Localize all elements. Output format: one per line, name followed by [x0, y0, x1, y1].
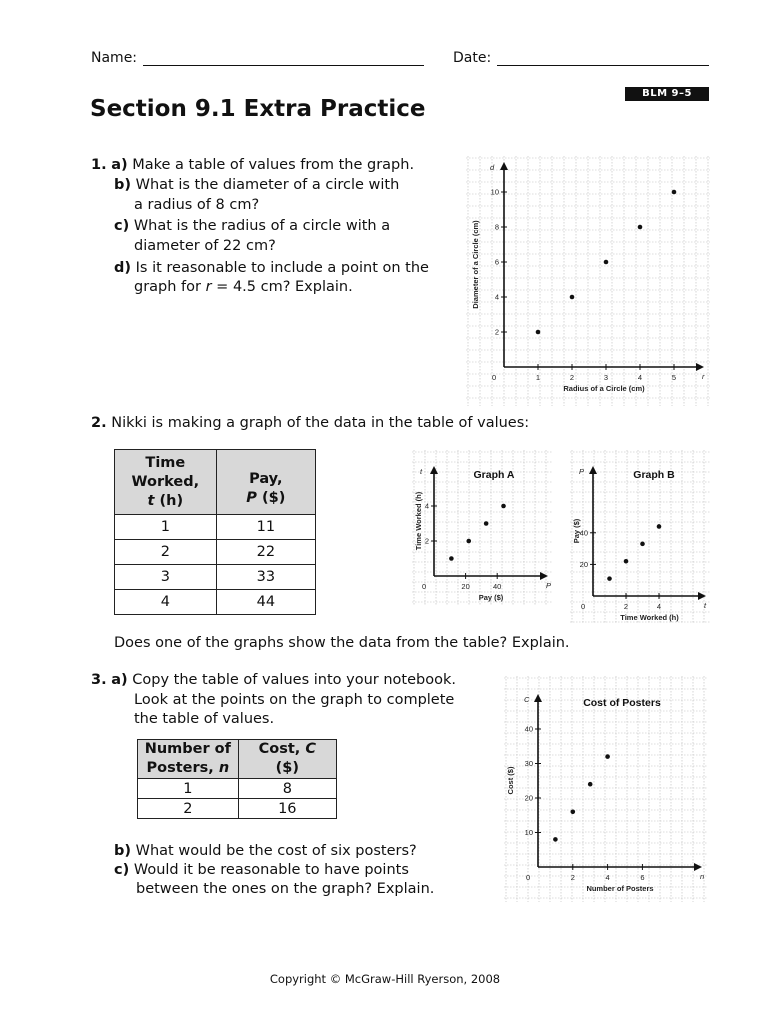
table-cell: 3 — [115, 565, 217, 590]
table-cell: 8 — [238, 779, 336, 799]
q2-text: Nikki is making a graph of the data in the table of values: — [111, 415, 530, 431]
table-row — [138, 799, 337, 819]
y-axis-arrow-icon — [500, 162, 508, 170]
q1-a-label: a) — [111, 157, 128, 173]
x-tick-label: 4 — [656, 602, 662, 611]
date-line[interactable] — [497, 65, 709, 66]
q3-col-cost-var: C — [305, 741, 316, 757]
chart-diameter-vs-radius — [466, 156, 710, 406]
x-axis-arrow-icon — [698, 592, 706, 600]
x-axis-arrow-icon — [696, 363, 704, 371]
q1-b-text-1: What is the diameter of a circle with — [135, 177, 400, 193]
q2-number: 2. — [91, 415, 107, 431]
date-label: Date: — [453, 50, 492, 66]
q3-col-posters-var: n — [218, 760, 230, 776]
q2-col-pay-l2 — [217, 489, 315, 508]
x-axis-arrow-icon — [540, 572, 548, 580]
data-point — [657, 524, 662, 529]
q1-b-label: b) — [114, 177, 132, 193]
data-point — [605, 754, 610, 759]
data-point — [466, 539, 471, 544]
y-variable: d — [490, 163, 495, 172]
table-cell: 44 — [216, 590, 315, 615]
y-tick-label: 10 — [490, 187, 499, 197]
x-tick-label: 4 — [637, 373, 643, 382]
data-point — [624, 559, 629, 564]
q1-a-text: Make a table of values from the graph. — [132, 157, 415, 173]
x-tick-label: 20 — [461, 582, 470, 591]
q3-a-text-3: the table of values. — [134, 711, 275, 727]
y-tick-label: 2 — [494, 327, 499, 337]
y-tick-label: 4 — [494, 292, 499, 302]
q3-a-text-1: Copy the table of values into your notebook. — [132, 672, 456, 688]
q3-table — [137, 739, 337, 819]
data-point — [604, 260, 609, 265]
q2-col-pay — [216, 450, 315, 515]
y-axis-title: Pay ($) — [572, 518, 581, 544]
q3-b-text: What would be the cost of six posters? — [135, 843, 417, 859]
x-variable: r — [702, 372, 705, 381]
y-axis-title: Cost ($) — [506, 766, 515, 795]
x-tick-label: 2 — [570, 873, 575, 882]
q1-d-text-2 — [134, 277, 353, 297]
chart-graph-b — [570, 450, 710, 623]
x-tick-label: 2 — [623, 602, 629, 611]
q1-b-text-2: a radius of 8 cm? — [134, 197, 260, 213]
q2-prompt — [91, 413, 529, 433]
y-tick-label: 40 — [579, 528, 588, 538]
table-cell: 4 — [115, 590, 217, 615]
data-point — [449, 556, 454, 561]
y-axis-arrow-icon — [430, 466, 438, 474]
data-point — [607, 576, 612, 581]
q3-a-label: a) — [111, 672, 128, 688]
y-tick-label: 40 — [524, 724, 533, 734]
q3-a-text-2: Look at the points on the graph to complete — [134, 692, 455, 708]
table-cell: 1 — [138, 779, 239, 799]
y-tick-label: 2 — [424, 536, 429, 546]
y-tick-label: 10 — [524, 828, 533, 837]
x-tick-label: 1 — [535, 373, 541, 382]
chart-graph-a — [412, 450, 552, 606]
page-title: Section 9.1 Extra Practice — [90, 96, 426, 122]
q1-part-d — [114, 258, 429, 278]
chart-title: Graph B — [633, 469, 675, 481]
q1-d-text-1: Is it reasonable to include a point on the — [135, 260, 429, 276]
y-axis-arrow-icon — [589, 466, 597, 474]
data-point — [553, 837, 558, 842]
q3-part-a — [91, 670, 456, 690]
chart-title: Graph A — [473, 469, 515, 481]
y-tick-label: 20 — [524, 793, 533, 803]
chart-cost-of-posters — [504, 676, 708, 902]
y-axis-arrow-icon — [534, 694, 542, 702]
y-variable: C — [524, 695, 530, 704]
y-tick-label: 4 — [424, 501, 429, 511]
q1-c-label: c) — [114, 218, 130, 234]
q2-col-time-l3 — [115, 492, 216, 511]
data-point — [588, 782, 593, 787]
q2-question: Does one of the graphs show the data from the table? Explain. — [114, 635, 570, 651]
chart-title: Cost of Posters — [583, 697, 661, 709]
origin-label: 0 — [526, 873, 531, 882]
x-variable: P — [546, 581, 552, 590]
q3-number: 3. — [91, 672, 107, 688]
table-cell: 1 — [115, 515, 217, 540]
x-axis-title: Time Worked (h) — [620, 613, 679, 622]
q3-c-text-1: Would it be reasonable to have points — [133, 862, 409, 878]
q3-col-cost-unit: ($) — [275, 760, 299, 776]
q2-col-pay-l1: Pay, — [249, 471, 283, 487]
data-point — [638, 225, 643, 230]
y-tick-label: 30 — [524, 759, 533, 768]
x-axis-title: Number of Posters — [586, 884, 654, 893]
x-axis-title: Pay ($) — [478, 593, 504, 602]
q1-c-text-2: diameter of 22 cm? — [134, 238, 276, 254]
q3-c-label: c) — [114, 862, 130, 878]
q1-d-label: d) — [114, 260, 132, 276]
table-cell: 22 — [216, 540, 315, 565]
data-point — [501, 504, 506, 509]
q3-col-cost — [238, 740, 336, 779]
x-tick-label: 4 — [605, 873, 610, 882]
q3-c-text-2: between the ones on the graph? Explain. — [136, 881, 435, 897]
q1-part-a — [91, 155, 414, 175]
origin-label: 0 — [581, 602, 586, 611]
table-cell: 2 — [115, 540, 217, 565]
blm-badge: BLM 9–5 — [625, 87, 709, 101]
table-cell: 2 — [138, 799, 239, 819]
table-row — [115, 540, 316, 565]
q3-col-posters — [138, 740, 239, 779]
y-tick-label: 8 — [494, 222, 499, 232]
y-axis-title: Diameter of a Circle (cm) — [471, 220, 480, 309]
data-point — [672, 190, 677, 195]
q1-d-text-2b: = 4.5 cm? Explain. — [211, 279, 353, 295]
data-point — [570, 295, 575, 300]
q1-c-text-1: What is the radius of a circle with a — [133, 218, 391, 234]
q3-col-posters-l1: Number of — [144, 741, 231, 757]
q3-col-cost-l1 — [239, 740, 336, 759]
y-tick-label: 6 — [494, 257, 499, 267]
q2-col-time — [115, 450, 217, 515]
data-point — [640, 542, 645, 547]
name-line[interactable] — [143, 65, 424, 66]
x-tick-label: 5 — [671, 373, 677, 382]
q1-d-text-2a: graph for — [134, 279, 206, 295]
copyright: Copyright © McGraw-Hill Ryerson, 2008 — [269, 972, 501, 986]
x-tick-label: 6 — [640, 873, 645, 882]
q1-d-var-r: r — [205, 279, 212, 295]
q1-part-b — [114, 175, 399, 195]
x-axis-title: Radius of a Circle (cm) — [563, 384, 645, 393]
q2-table — [114, 449, 316, 615]
q2-col-time-unit: (h) — [154, 492, 184, 509]
x-variable: n — [700, 872, 705, 881]
x-axis-arrow-icon — [694, 863, 702, 871]
x-tick-label: 2 — [569, 373, 575, 382]
table-cell: 16 — [238, 799, 336, 819]
table-row — [115, 565, 316, 590]
q3-table-header — [138, 740, 337, 779]
name-label: Name: — [91, 50, 138, 66]
y-variable: t — [420, 467, 423, 476]
q3-col-posters-text: Posters, — [146, 760, 219, 776]
q2-col-pay-unit: ($) — [256, 490, 286, 506]
x-tick-label: 3 — [603, 373, 609, 382]
q3-col-cost-text: Cost, — [258, 741, 306, 757]
q2-col-time-var: t — [147, 492, 155, 509]
y-variable: P — [579, 467, 585, 476]
origin-label: 0 — [422, 582, 427, 591]
data-point — [571, 810, 576, 815]
q1-part-c — [114, 216, 390, 236]
table-row — [138, 779, 337, 799]
q3-part-c — [114, 860, 409, 880]
table-row — [115, 515, 316, 540]
table-cell: 11 — [216, 515, 315, 540]
x-variable: t — [704, 601, 707, 610]
origin-label: 0 — [492, 373, 497, 382]
q2-table-header — [115, 450, 316, 515]
table-row — [115, 590, 316, 615]
q3-col-posters-l2 — [138, 759, 238, 778]
table-cell: 33 — [216, 565, 315, 590]
q1-number: 1. — [91, 157, 107, 173]
data-point — [536, 330, 541, 335]
q3-b-label: b) — [114, 843, 132, 859]
q2-col-time-l1: Time — [145, 454, 186, 471]
x-tick-label: 40 — [493, 582, 502, 591]
q2-col-time-l2: Worked, — [131, 473, 200, 490]
q3-part-b — [114, 841, 417, 861]
y-axis-title: Time Worked (h) — [414, 491, 423, 551]
y-tick-label: 20 — [579, 559, 588, 569]
q2-col-pay-var: P — [246, 490, 257, 506]
data-point — [484, 521, 489, 526]
